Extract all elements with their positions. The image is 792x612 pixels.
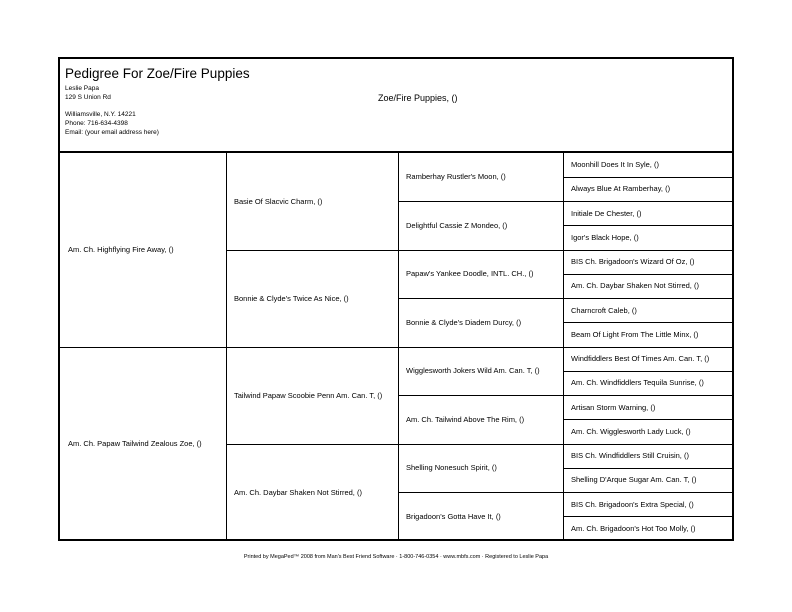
grid-line (563, 274, 734, 275)
grid-line (563, 298, 734, 299)
gen3-ancestor: Brigadoon's Gotta Have It, () (406, 511, 501, 521)
gen3-ancestor: Papaw's Yankee Doodle, INTL. CH., () (406, 269, 534, 279)
grid-line (563, 492, 734, 493)
footer-credit: Printed by MegaPed™ 2008 from Man's Best Friend Software · 1-800-746-0354 · www.mbfs.com · Registered to Leslie Papa (243, 554, 549, 560)
gen3-ancestor: Wigglesworth Jokers Wild Am. Can. T, () (406, 366, 540, 376)
owner-address (65, 85, 159, 138)
grid-line (563, 250, 734, 251)
grid-line (563, 201, 734, 202)
grid-line (563, 444, 734, 445)
owner-phone: Phone: 716-634-4398 (65, 120, 128, 128)
grid-line (563, 322, 734, 323)
grid-line (563, 468, 734, 469)
owner-email: Email: (your email address here) (65, 128, 159, 136)
gen3-ancestor: Am. Ch. Tailwind Above The Rim, () (406, 414, 525, 424)
gen4-ancestor: Igor's Black Hope, () (571, 232, 639, 242)
gen4-ancestor: Artisan Storm Warning, () (571, 402, 656, 412)
gen3-ancestor: Shelling Nonesuch Spirit, () (406, 463, 497, 473)
pedigree-sheet (58, 57, 734, 541)
gen4-ancestor: Initiale De Chester, () (571, 208, 642, 218)
gen4-ancestor: BIS Ch. Brigadoon's Wizard Of Oz, () (571, 257, 695, 267)
grid-line (563, 395, 734, 396)
gen4-ancestor: BIS Ch. Windfiddlers Still Cruisin, () (571, 451, 689, 461)
gen2-ancestor: Am. Ch. Daybar Shaken Not Stirred, () (234, 487, 362, 497)
gen2-ancestor: Tailwind Papaw Scoobie Penn Am. Can. T, () (234, 390, 383, 400)
gen4-ancestor: Charncroft Caleb, () (571, 305, 637, 315)
gen4-ancestor: Moonhill Does It In Syle, () (571, 160, 659, 170)
gen4-ancestor: Am. Ch. Wigglesworth Lady Luck, () (571, 426, 691, 436)
gen2-ancestor: Basie Of Slacvic Charm, () (234, 196, 323, 206)
owner-name: Leslie Papa (65, 85, 99, 92)
gen4-ancestor: Beam Of Light From The Little Minx, () (571, 329, 699, 339)
gen1-ancestor: Am. Ch. Papaw Tailwind Zealous Zoe, () (68, 439, 202, 448)
gen2-ancestor: Bonnie & Clyde's Twice As Nice, () (234, 293, 349, 303)
gen4-ancestor: Am. Ch. Brigadoon's Hot Too Molly, () (571, 523, 696, 533)
owner-city: Williamsville, N.Y. 14221 (65, 111, 136, 119)
subject-name: Zoe/Fire Puppies, () (378, 93, 458, 103)
gen4-ancestor: Always Blue At Ramberhay, () (571, 184, 671, 194)
header-section (60, 59, 732, 153)
gen3-ancestor: Ramberhay Rustler's Moon, () (406, 172, 506, 182)
gen3-ancestor: Delightful Cassie Z Mondeo, () (406, 220, 508, 230)
grid-line (563, 371, 734, 372)
grid-line (563, 516, 734, 517)
grid-line (563, 419, 734, 420)
grid-line (563, 225, 734, 226)
gen4-ancestor: Am. Ch. Windfiddlers Tequila Sunrise, () (571, 378, 704, 388)
grid-line (563, 177, 734, 178)
owner-blank (65, 103, 159, 112)
grid-line (563, 347, 734, 348)
gen1-ancestor: Am. Ch. Highflying Fire Away, () (68, 245, 174, 254)
gen4-ancestor: BIS Ch. Brigadoon's Extra Special, () (571, 499, 694, 509)
gen3-ancestor: Bonnie & Clyde's Diadem Durcy, () (406, 317, 522, 327)
gen4-ancestor: Shelling D'Arque Sugar Am. Can. T, () (571, 475, 697, 485)
gen4-ancestor: Am. Ch. Daybar Shaken Not Stirred, () (571, 281, 699, 291)
owner-street: 129 S Union Rd (65, 93, 111, 101)
page-title: Pedigree For Zoe/Fire Puppies (65, 66, 250, 81)
gen4-ancestor: Windfiddlers Best Of Times Am. Can. T, () (571, 354, 710, 364)
